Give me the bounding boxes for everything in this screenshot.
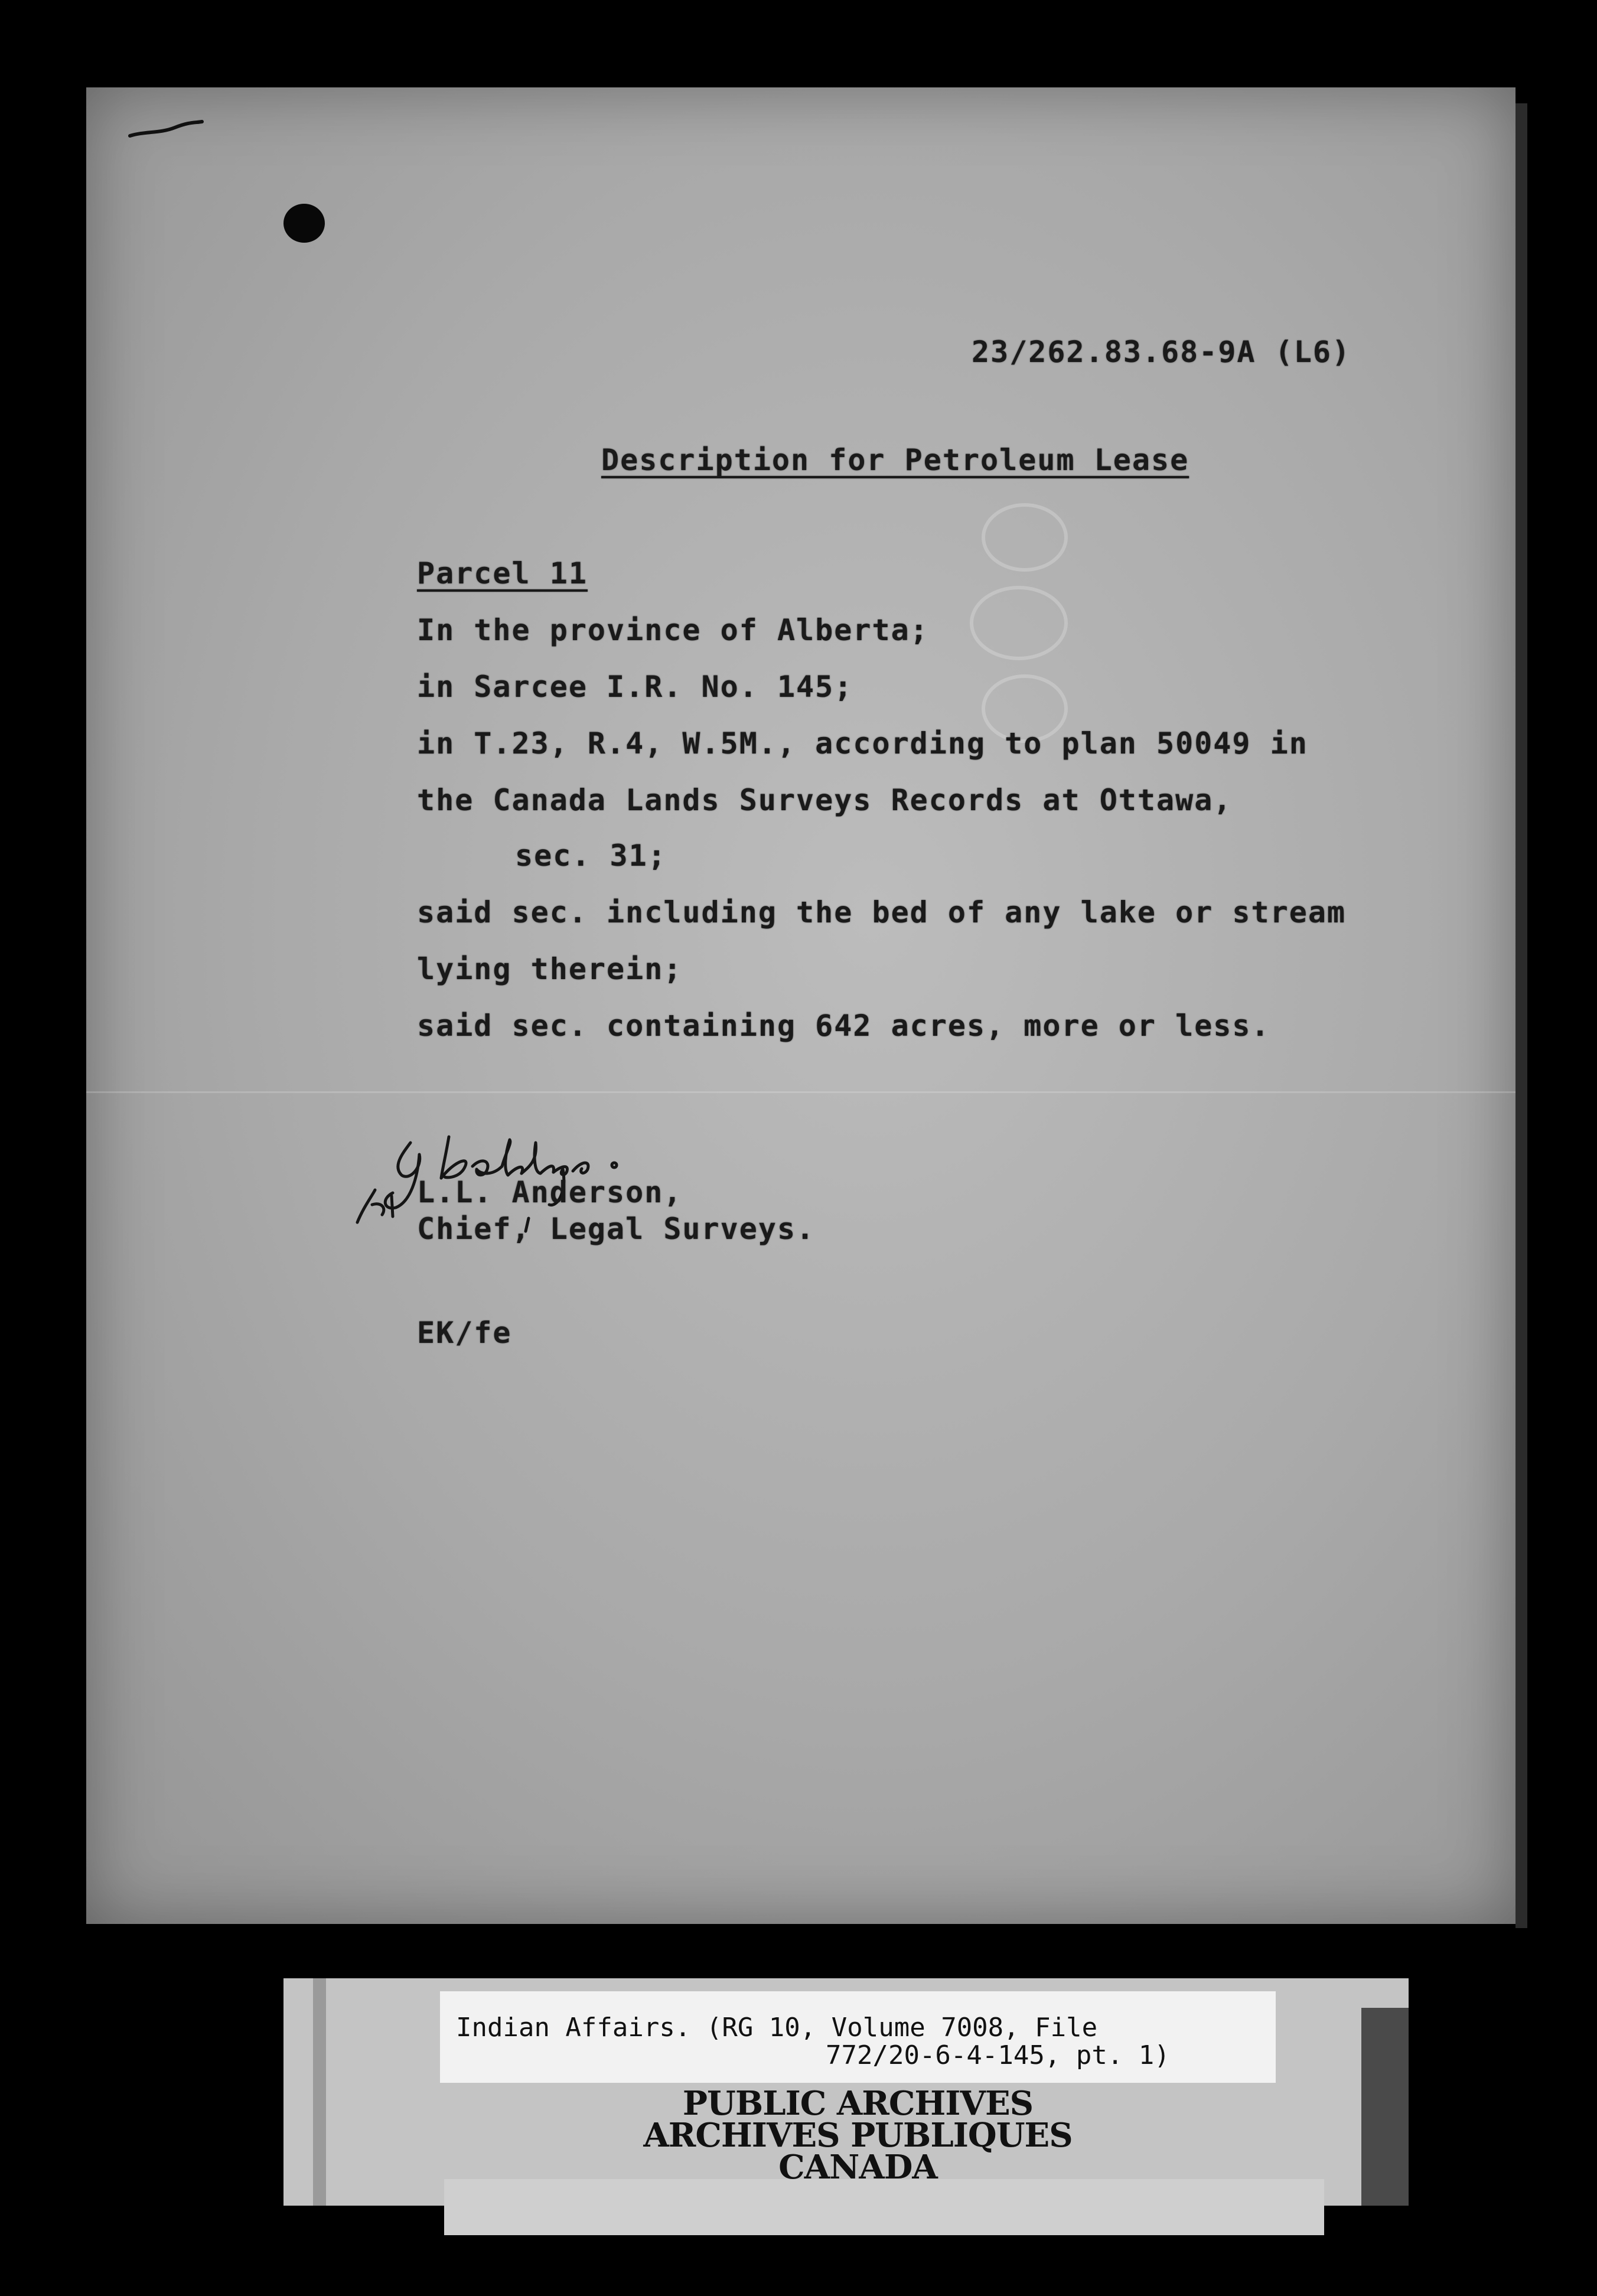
description-line-4: the Canada Lands Surveys Records at Ottawa,: [417, 783, 1233, 817]
paper-fold-line: [86, 1091, 1515, 1093]
stamp-line-french: ARCHIVES PUBLIQUES: [643, 2116, 1073, 2155]
paper-edge-shadow: [1515, 103, 1527, 1928]
archive-reference-line-2: 772/20-6-4-145, pt. 1): [826, 2040, 1170, 2070]
faded-stamp-mark: [951, 484, 1099, 762]
typist-initials: EK/fe: [417, 1316, 512, 1350]
pencil-mark: [128, 119, 204, 139]
description-line-7: lying therein;: [417, 952, 683, 986]
description-line-3: in T.23, R.4, W.5M., according to plan 50049 in: [417, 726, 1308, 761]
archive-reference-line-1: Indian Affairs. (RG 10, Volume 7008, File: [456, 2013, 1098, 2043]
parcel-heading: Parcel 11: [417, 556, 588, 591]
punch-hole: [283, 204, 325, 243]
signer-title: Chief, Legal Surveys.: [417, 1212, 816, 1246]
archive-label-strip: [444, 2179, 1324, 2235]
document-title: Description for Petroleum Lease: [601, 443, 1189, 477]
signer-name: L.L. Anderson,: [417, 1175, 683, 1209]
description-line-1: In the province of Alberta;: [417, 613, 929, 647]
stamp-line-country: CANADA: [778, 2148, 937, 2187]
description-line-2: in Sarcee I.R. No. 145;: [417, 670, 853, 704]
description-line-6: said sec. including the bed of any lake or stream: [417, 895, 1347, 930]
public-archives-stamp: [440, 2084, 1276, 2187]
archive-label-edge: [313, 1978, 326, 2206]
file-reference: 23/262.83.68-9A (L6): [972, 335, 1351, 369]
description-line-8: said sec. containing 642 acres, more or less.: [417, 1009, 1270, 1043]
stamp-line-english: PUBLIC ARCHIVES: [682, 2084, 1034, 2123]
archive-label-shadow: [1361, 2008, 1409, 2206]
description-line-5: sec. 31;: [515, 839, 667, 873]
